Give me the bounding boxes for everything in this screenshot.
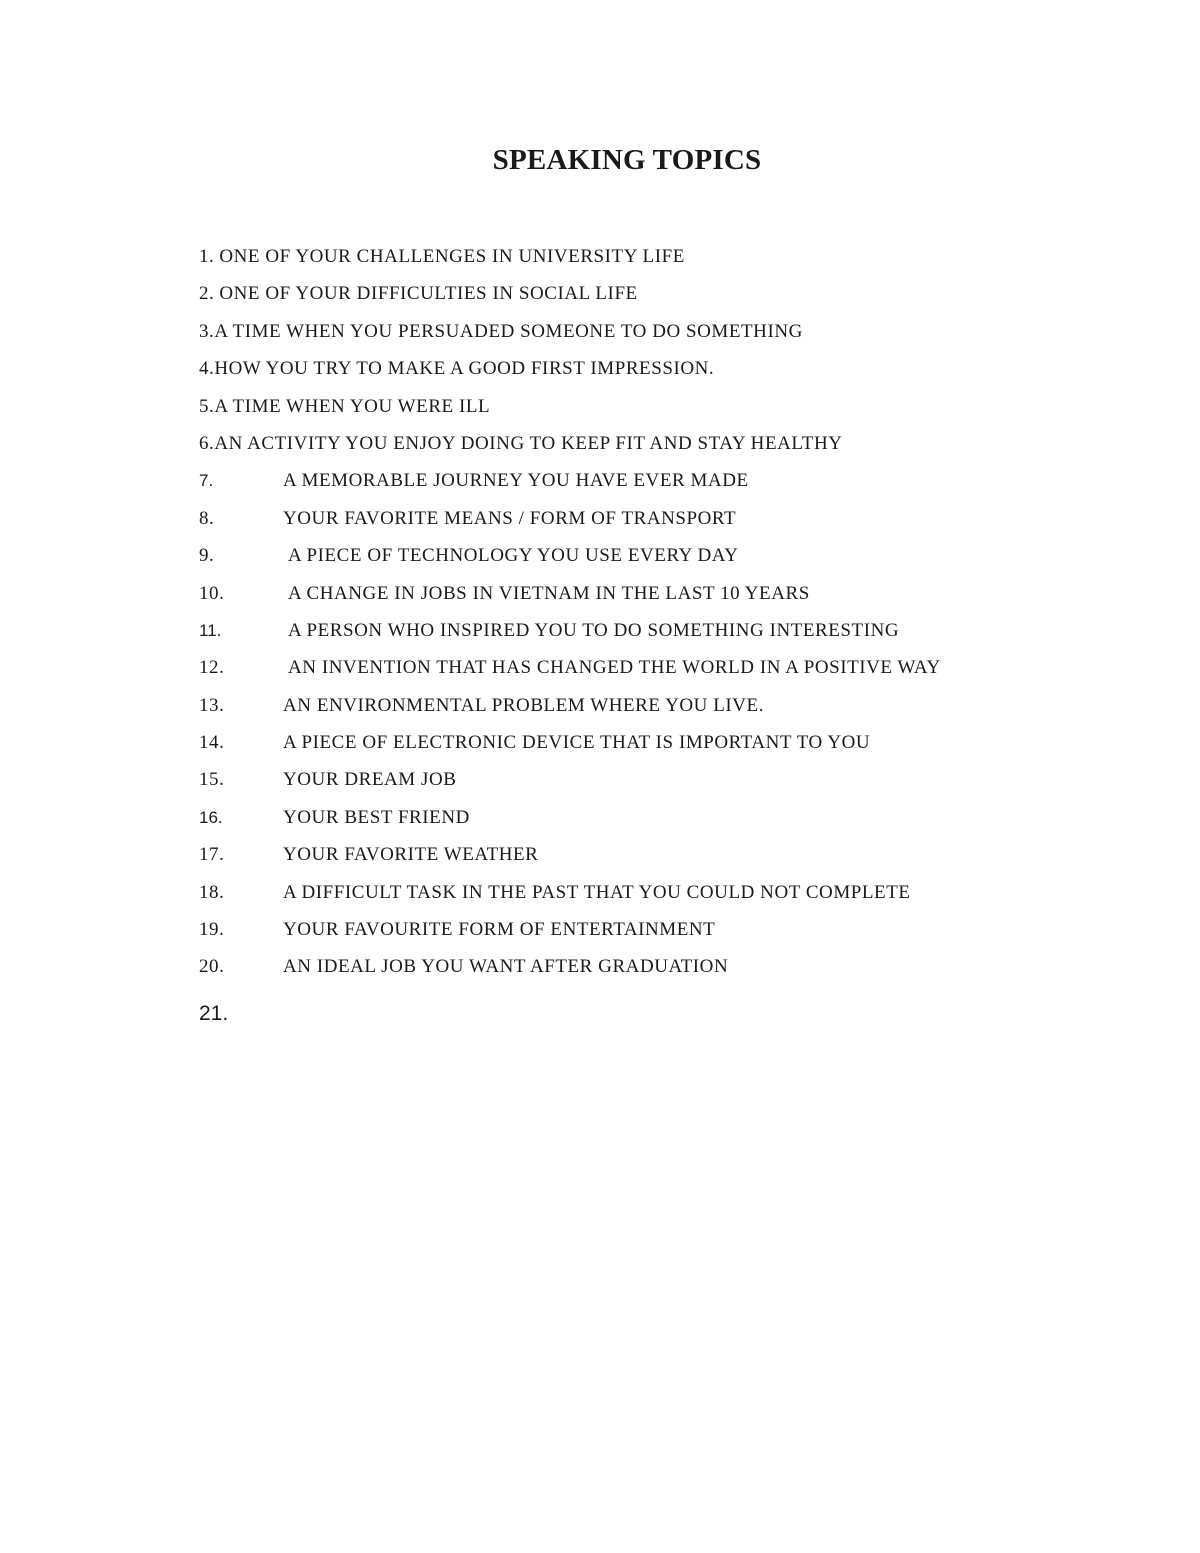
topic-item	[199, 726, 1159, 763]
topic-item	[199, 614, 1159, 651]
topic-item	[199, 950, 1159, 987]
topic-item	[199, 502, 1159, 539]
topic-text: AN ENVIRONMENTAL PROBLEM WHERE YOU LIVE.	[283, 694, 765, 716]
topic-text: YOUR FAVOURITE FORM OF ENTERTAINMENT	[283, 919, 716, 941]
topic-text: A TIME WHEN YOU PERSUADED SOMEONE TO DO SOMETHING	[214, 320, 803, 342]
topic-text: YOUR BEST FRIEND	[283, 806, 470, 828]
topic-text: AN INVENTION THAT HAS CHANGED THE WORLD IN A POSITIVE WAY	[288, 657, 941, 679]
topic-number: 2.	[199, 283, 215, 305]
topic-item	[199, 390, 1159, 427]
topic-text: YOUR FAVORITE WEATHER	[283, 844, 539, 866]
topic-item	[199, 539, 1159, 576]
topic-text: AN IDEAL JOB YOU WANT AFTER GRADUATION	[283, 956, 729, 978]
topic-text: A TIME WHEN YOU WERE ILL	[214, 395, 491, 417]
topic-item	[199, 315, 1159, 352]
topic-number: 15.	[199, 769, 225, 791]
topic-item	[199, 651, 1159, 688]
topic-number: 13.	[199, 694, 225, 716]
topic-item	[199, 763, 1159, 800]
topic-number: 10.	[199, 582, 225, 604]
topic-number: 4.	[199, 358, 215, 380]
topic-list	[199, 240, 1159, 1032]
topic-number: 18.	[199, 881, 225, 903]
topic-text: A MEMORABLE JOURNEY YOU HAVE EVER MADE	[283, 470, 749, 492]
topic-item	[199, 913, 1159, 950]
topic-number: 12.	[199, 657, 225, 679]
topic-text: AN ACTIVITY YOU ENJOY DOING TO KEEP FIT AND STAY HEALTHY	[214, 432, 843, 454]
topic-number: 1.	[199, 246, 215, 267]
topic-item	[199, 427, 1159, 464]
topic-number: 9.	[199, 545, 215, 567]
topic-item	[199, 988, 1159, 1032]
topic-item	[199, 689, 1159, 726]
topic-number: 3.	[199, 320, 215, 342]
topic-text: YOUR DREAM JOB	[283, 769, 457, 791]
topic-text: A CHANGE IN JOBS IN VIETNAM IN THE LAST 10 YEARS	[288, 582, 810, 604]
topic-item	[199, 577, 1159, 614]
topic-number: 11.	[199, 620, 222, 640]
topic-item	[199, 464, 1159, 501]
topic-number: 8.	[199, 507, 215, 529]
topic-text: YOUR FAVORITE MEANS / FORM OF TRANSPORT	[283, 507, 737, 529]
topic-text: A PIECE OF ELECTRONIC DEVICE THAT IS IMPORTANT TO YOU	[283, 732, 871, 754]
topic-text: A PERSON WHO INSPIRED YOU TO DO SOMETHING INTERESTING	[288, 619, 900, 641]
topic-text: ONE OF YOUR DIFFICULTIES IN SOCIAL LIFE	[219, 283, 638, 305]
topic-text: HOW YOU TRY TO MAKE A GOOD FIRST IMPRESSION.	[214, 358, 715, 380]
topic-number: 19.	[199, 919, 225, 941]
topic-item	[199, 240, 1159, 277]
topic-number: 14.	[199, 732, 225, 754]
topic-number: 16.	[199, 807, 223, 827]
topic-number: 21.	[199, 1001, 229, 1025]
topic-text: A PIECE OF TECHNOLOGY YOU USE EVERY DAY	[288, 545, 739, 567]
page-title: SPEAKING TOPICS	[492, 144, 762, 176]
topic-item	[199, 801, 1159, 838]
topic-item	[199, 277, 1159, 314]
topic-number: 5.	[199, 395, 215, 417]
topic-item	[199, 876, 1159, 913]
topic-number: 7.	[199, 471, 214, 491]
topic-number: 17.	[199, 844, 225, 866]
topic-text: ONE OF YOUR CHALLENGES IN UNIVERSITY LIFE	[219, 246, 685, 267]
topic-number: 20.	[199, 956, 225, 978]
topic-item	[199, 838, 1159, 875]
topic-text: A DIFFICULT TASK IN THE PAST THAT YOU COULD NOT COMPLETE	[283, 881, 911, 903]
topic-item	[199, 352, 1159, 389]
topic-number: 6.	[199, 432, 215, 454]
